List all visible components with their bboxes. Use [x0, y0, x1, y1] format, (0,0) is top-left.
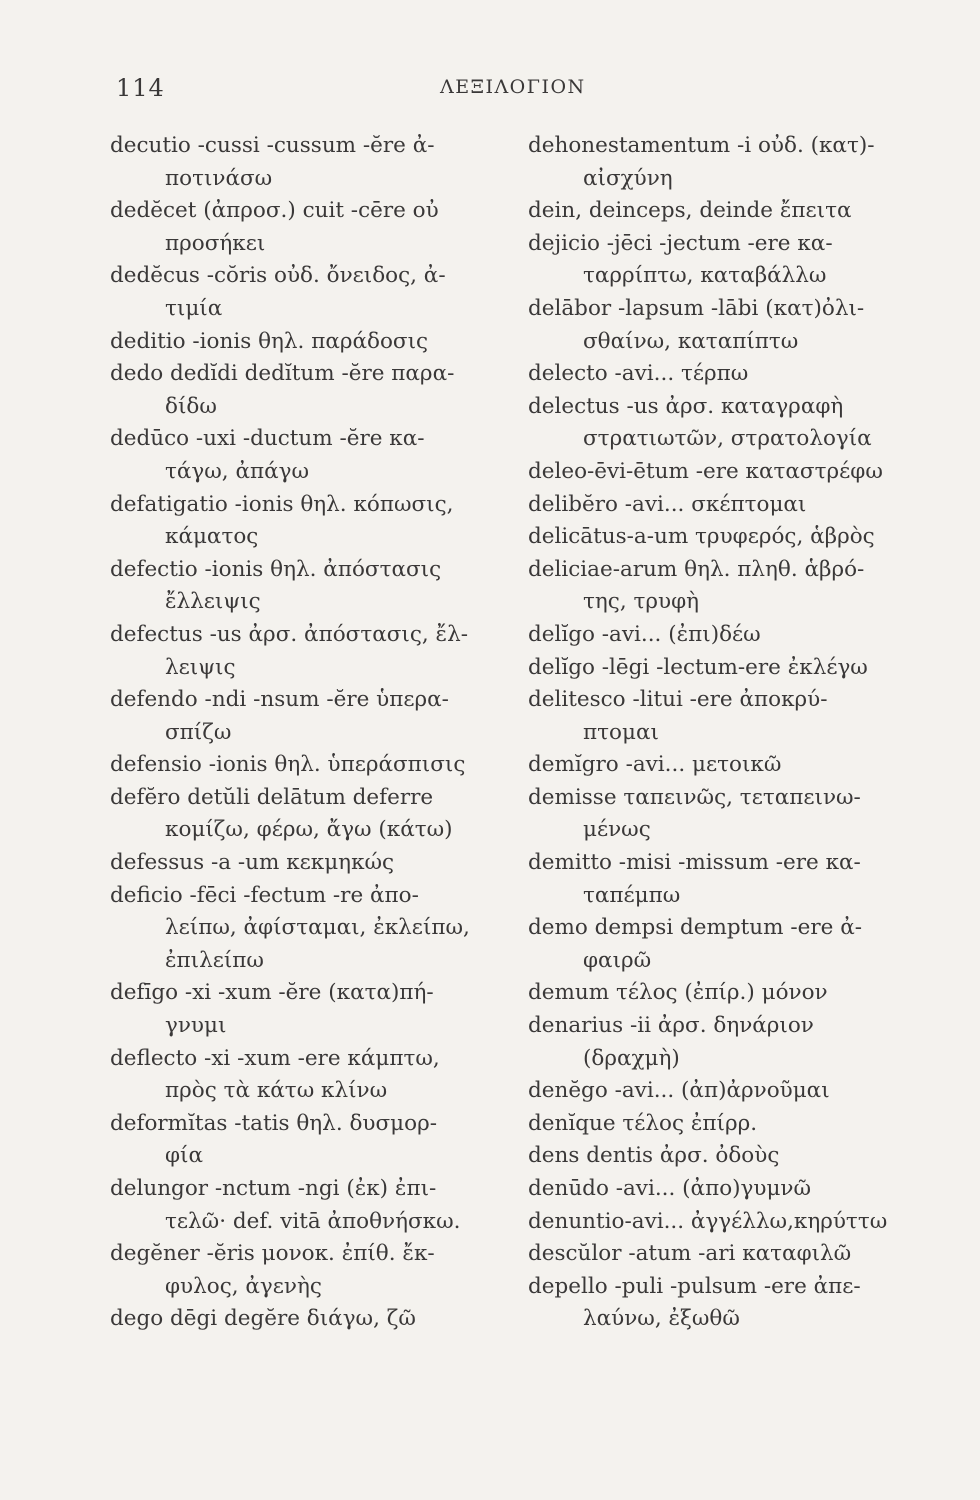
entry-continuation-line: ταπέμπω — [583, 882, 681, 908]
entry-headword-line: defatigatio -ionis θηλ. κόπωσις, — [110, 491, 454, 517]
entry-continuation-line: τιμία — [165, 295, 223, 321]
entry-headword-line: demisse ταπεινῶς, τεταπεινω- — [528, 784, 861, 810]
entry-headword-line: dens dentis ἀρσ. ὀδοὺς — [528, 1143, 780, 1169]
entry-continuation-line: φαιρῶ — [583, 947, 652, 973]
entry-headword-line: depello -puli -pulsum -ere ἀπε- — [528, 1273, 861, 1299]
entry-headword-line: deditio -ionis θηλ. παράδοσις — [110, 328, 429, 354]
entry-continuation-line: ἐπιλείπω — [165, 947, 264, 973]
entry-headword-line: delĭgo -lēgi -lectum-ere ἐκλέγω — [528, 654, 868, 680]
entry-headword-line: delitesco -litui -ere ἀποκρύ- — [528, 687, 828, 713]
entry-headword-line: defīgo -xi -xum -ĕre (κατα)πή- — [110, 980, 434, 1006]
entry-continuation-line: αἰσχύνη — [583, 165, 673, 191]
entry-headword-line: defectus -us ἀρσ. ἀπόστασις, ἔλ- — [110, 621, 468, 647]
entry-continuation-line: σθαίνω, καταπίπτω — [583, 328, 799, 354]
entry-headword-line: delecto -avi... τέρπω — [528, 361, 749, 387]
entry-headword-line: dedĕcet (ἀπροσ.) cuit -cēre οὐ — [110, 198, 439, 224]
entry-headword-line: delābor -lapsum -lābi (κατ)ὀλι- — [528, 295, 865, 321]
entry-headword-line: demum τέλος (ἐπίρ.) μόνον — [528, 980, 828, 1006]
entry-continuation-line: λαύνω, ἐξωθῶ — [583, 1306, 740, 1332]
entry-headword-line: denarius -ii ἀρσ. δηνάριον — [528, 1013, 814, 1039]
entry-continuation-line: γνυμι — [165, 1013, 227, 1039]
entry-continuation-line: (δραχμὴ) — [583, 1045, 680, 1071]
entry-headword-line: defĕro detŭli delātum deferre — [110, 784, 434, 810]
entry-continuation-line: λειψις — [165, 654, 236, 680]
entry-continuation-line: στρατιωτῶν, στρατολογία — [583, 426, 872, 452]
entry-continuation-line: πτομαι — [583, 719, 659, 745]
running-title: ΛΕΞΙΛΟΓΙΟΝ — [440, 76, 586, 98]
page-number: 114 — [116, 74, 165, 102]
entry-headword-line: dejicio -jēci -jectum -ere κα- — [528, 230, 833, 256]
entry-headword-line: dedĕcus -cŏris οὐδ. ὄνειδος, ἀ- — [110, 263, 446, 289]
entry-headword-line: dego dēgi degĕre διάγω, ζῶ — [110, 1306, 416, 1332]
entry-headword-line: demo dempsi demptum -ere ἀ- — [528, 915, 862, 941]
entry-headword-line: deleo-ēvi-ētum -ere καταστρέφω — [528, 458, 883, 484]
page-header — [0, 74, 980, 110]
entry-headword-line: dedo dedĭdi dedĭtum -ĕre παρα- — [110, 361, 455, 387]
entry-continuation-line: φυλος, ἀγενὴς — [165, 1273, 322, 1299]
entry-continuation-line: πρὸς τὰ κάτω κλίνω — [165, 1078, 388, 1104]
entry-headword-line: deformĭtas -tatis θηλ. δυσμορ- — [110, 1110, 437, 1136]
entry-continuation-line: της, τρυφὴ — [583, 589, 700, 615]
entry-headword-line: denūdo -avi... (ἀπο)γυμνῶ — [528, 1176, 812, 1201]
entry-continuation-line: σπίζω — [165, 719, 232, 745]
entry-headword-line: defensio -ionis θηλ. ὑπεράσπισις — [110, 752, 466, 778]
entry-headword-line: delungor -nctum -ngi (ἐκ) ἐπι- — [110, 1176, 437, 1201]
entry-continuation-line: ποτινάσω — [165, 165, 273, 191]
entry-headword-line: delĭgo -avi... (ἐπι)δέω — [528, 621, 761, 647]
entry-headword-line: degĕner -ĕris μονοκ. ἐπίθ. ἔκ- — [110, 1241, 435, 1267]
entry-headword-line: denĭque τέλος ἐπίρρ. — [528, 1110, 758, 1136]
entry-headword-line: demitto -misi -missum -ere κα- — [528, 850, 861, 876]
entry-continuation-line: ταρρίπτω, καταβάλλω — [583, 263, 827, 289]
entry-headword-line: dehonestamentum -i οὐδ. (κατ)- — [528, 133, 875, 158]
entry-continuation-line: τάγω, ἀπάγω — [165, 458, 310, 484]
entry-continuation-line: τελῶ· def. vitā ἀποθνήσκω. — [165, 1208, 461, 1234]
entry-continuation-line: μένως — [583, 817, 651, 843]
entry-headword-line: dedūco -uxi -ductum -ĕre κα- — [110, 426, 425, 452]
left-column — [110, 130, 530, 1336]
entry-continuation-line: λείπω, ἀφίσταμαι, ἐκλείπω, — [165, 915, 470, 941]
entry-continuation-line: ἔλλειψις — [165, 589, 261, 615]
entry-headword-line: delectus -us ἀρσ. καταγραφὴ — [528, 393, 844, 419]
entry-headword-line: defessus -a -um κεκμηκώς — [110, 850, 395, 876]
entry-continuation-line: δίδω — [165, 393, 217, 419]
entry-headword-line: decutio -cussi -cussum -ĕre ἀ- — [110, 133, 435, 158]
entry-headword-line: deficio -fēci -fectum -re ἀπο- — [110, 882, 419, 908]
entry-headword-line: defectio -ionis θηλ. ἀπόστασις — [110, 556, 442, 582]
entry-headword-line: deflecto -xi -xum -ere κάμπτω, — [110, 1045, 440, 1071]
entry-headword-line: delibĕro -avi... σκέπτομαι — [528, 491, 807, 517]
entry-continuation-line: κάματος — [165, 524, 259, 550]
entry-headword-line: demĭgro -avi... μετοικῶ — [528, 752, 782, 778]
entry-continuation-line: φία — [165, 1143, 204, 1169]
entry-headword-line: descŭlor -atum -ari καταφιλῶ — [528, 1241, 852, 1267]
entry-continuation-line: προσήκει — [165, 230, 266, 256]
entry-headword-line: dein, deinceps, deinde ἔπειτα — [528, 198, 852, 224]
entry-headword-line: denuntio-avi... ἀγγέλλω,κηρύττω — [528, 1208, 888, 1234]
entry-headword-line: deliciae-arum θηλ. πληθ. ἁβρό- — [528, 556, 865, 582]
entry-headword-line: defendo -ndi -nsum -ĕre ὑπερα- — [110, 687, 449, 713]
entry-continuation-line: κομίζω, φέρω, ἄγω (κάτω) — [165, 817, 453, 843]
entry-headword-line: denĕgo -avi... (ἀπ)ἀρνοῦμαι — [528, 1078, 830, 1104]
right-column — [528, 130, 958, 1336]
entry-headword-line: delicātus-a-um τρυφερός, ἁβρὸς — [528, 524, 875, 550]
